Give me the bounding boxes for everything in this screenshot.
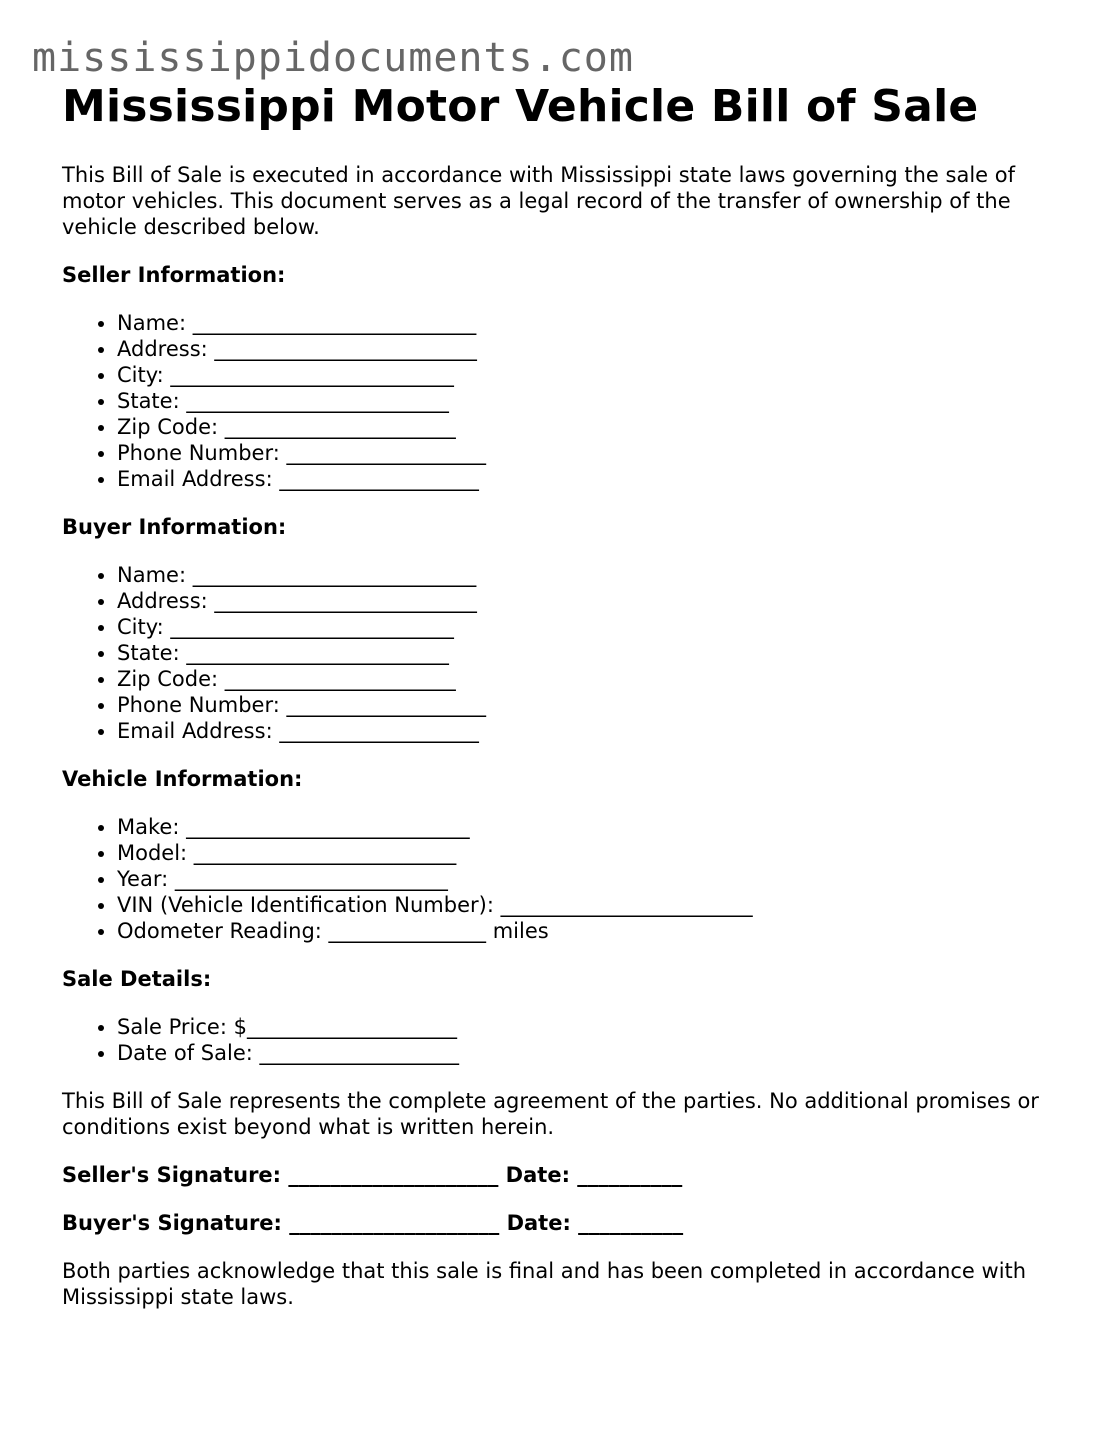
vehicle-list [62, 814, 1062, 944]
buyer-name-field: • Name: ___________________________ [117, 562, 1062, 588]
sale-list [62, 1014, 1062, 1066]
buyer-city-field: • City: ___________________________ [117, 614, 1062, 640]
buyer-phone-field: • Phone Number: ___________________ [117, 692, 1062, 718]
acknowledgement-paragraph: Both parties acknowledge that this sale is final and has been completed in accordance with Mississippi state laws. [62, 1259, 1027, 1309]
watermark: mississippidocuments.com [32, 35, 634, 81]
buyer-address-field: • Address: _________________________ [117, 588, 1062, 614]
page-title: Mississippi Motor Vehicle Bill of Sale [62, 81, 979, 132]
seller-name-field: • Name: ___________________________ [117, 310, 1062, 336]
sale-heading: Sale Details: [62, 967, 212, 991]
intro-paragraph: This Bill of Sale is executed in accordance with Mississippi state laws governing the sale of motor vehicles. This document serves as a legal record of the transfer of ownership of the vehicle described below. [62, 163, 1015, 239]
buyer-state-field: • State: _________________________ [117, 640, 1062, 666]
document-page [62, 80, 1062, 1310]
vehicle-heading: Vehicle Information: [62, 767, 303, 791]
buyer-zip-field: • Zip Code: ______________________ [117, 666, 1062, 692]
buyer-signature-line: Buyer's Signature: ____________________ Date: __________ [62, 1211, 684, 1235]
seller-list [62, 310, 1062, 492]
seller-phone-field: • Phone Number: ___________________ [117, 440, 1062, 466]
seller-state-field: • State: _________________________ [117, 388, 1062, 414]
buyer-heading: Buyer Information: [62, 515, 287, 539]
buyer-list [62, 562, 1062, 744]
vehicle-make-field: • Make: ___________________________ [117, 814, 1062, 840]
sale-date-field: • Date of Sale: ___________________ [117, 1040, 1062, 1066]
seller-city-field: • City: ___________________________ [117, 362, 1062, 388]
buyer-email-field: • Email Address: ___________________ [117, 718, 1062, 744]
agreement-paragraph: This Bill of Sale represents the complete agreement of the parties. No additional promises or conditions exist beyond what is written herein. [62, 1089, 1039, 1139]
vehicle-vin-field: • VIN (Vehicle Identification Number): ________________________ [117, 892, 1062, 918]
vehicle-model-field: • Model: _________________________ [117, 840, 1062, 866]
seller-heading: Seller Information: [62, 263, 286, 287]
sale-price-field: • Sale Price: $____________________ [117, 1014, 1062, 1040]
seller-signature-line: Seller's Signature: ____________________ Date: __________ [62, 1163, 683, 1187]
seller-zip-field: • Zip Code: ______________________ [117, 414, 1062, 440]
seller-email-field: • Email Address: ___________________ [117, 466, 1062, 492]
vehicle-year-field: • Year: __________________________ [117, 866, 1062, 892]
seller-address-field: • Address: _________________________ [117, 336, 1062, 362]
vehicle-odometer-field: • Odometer Reading: _______________ miles [117, 918, 1062, 944]
